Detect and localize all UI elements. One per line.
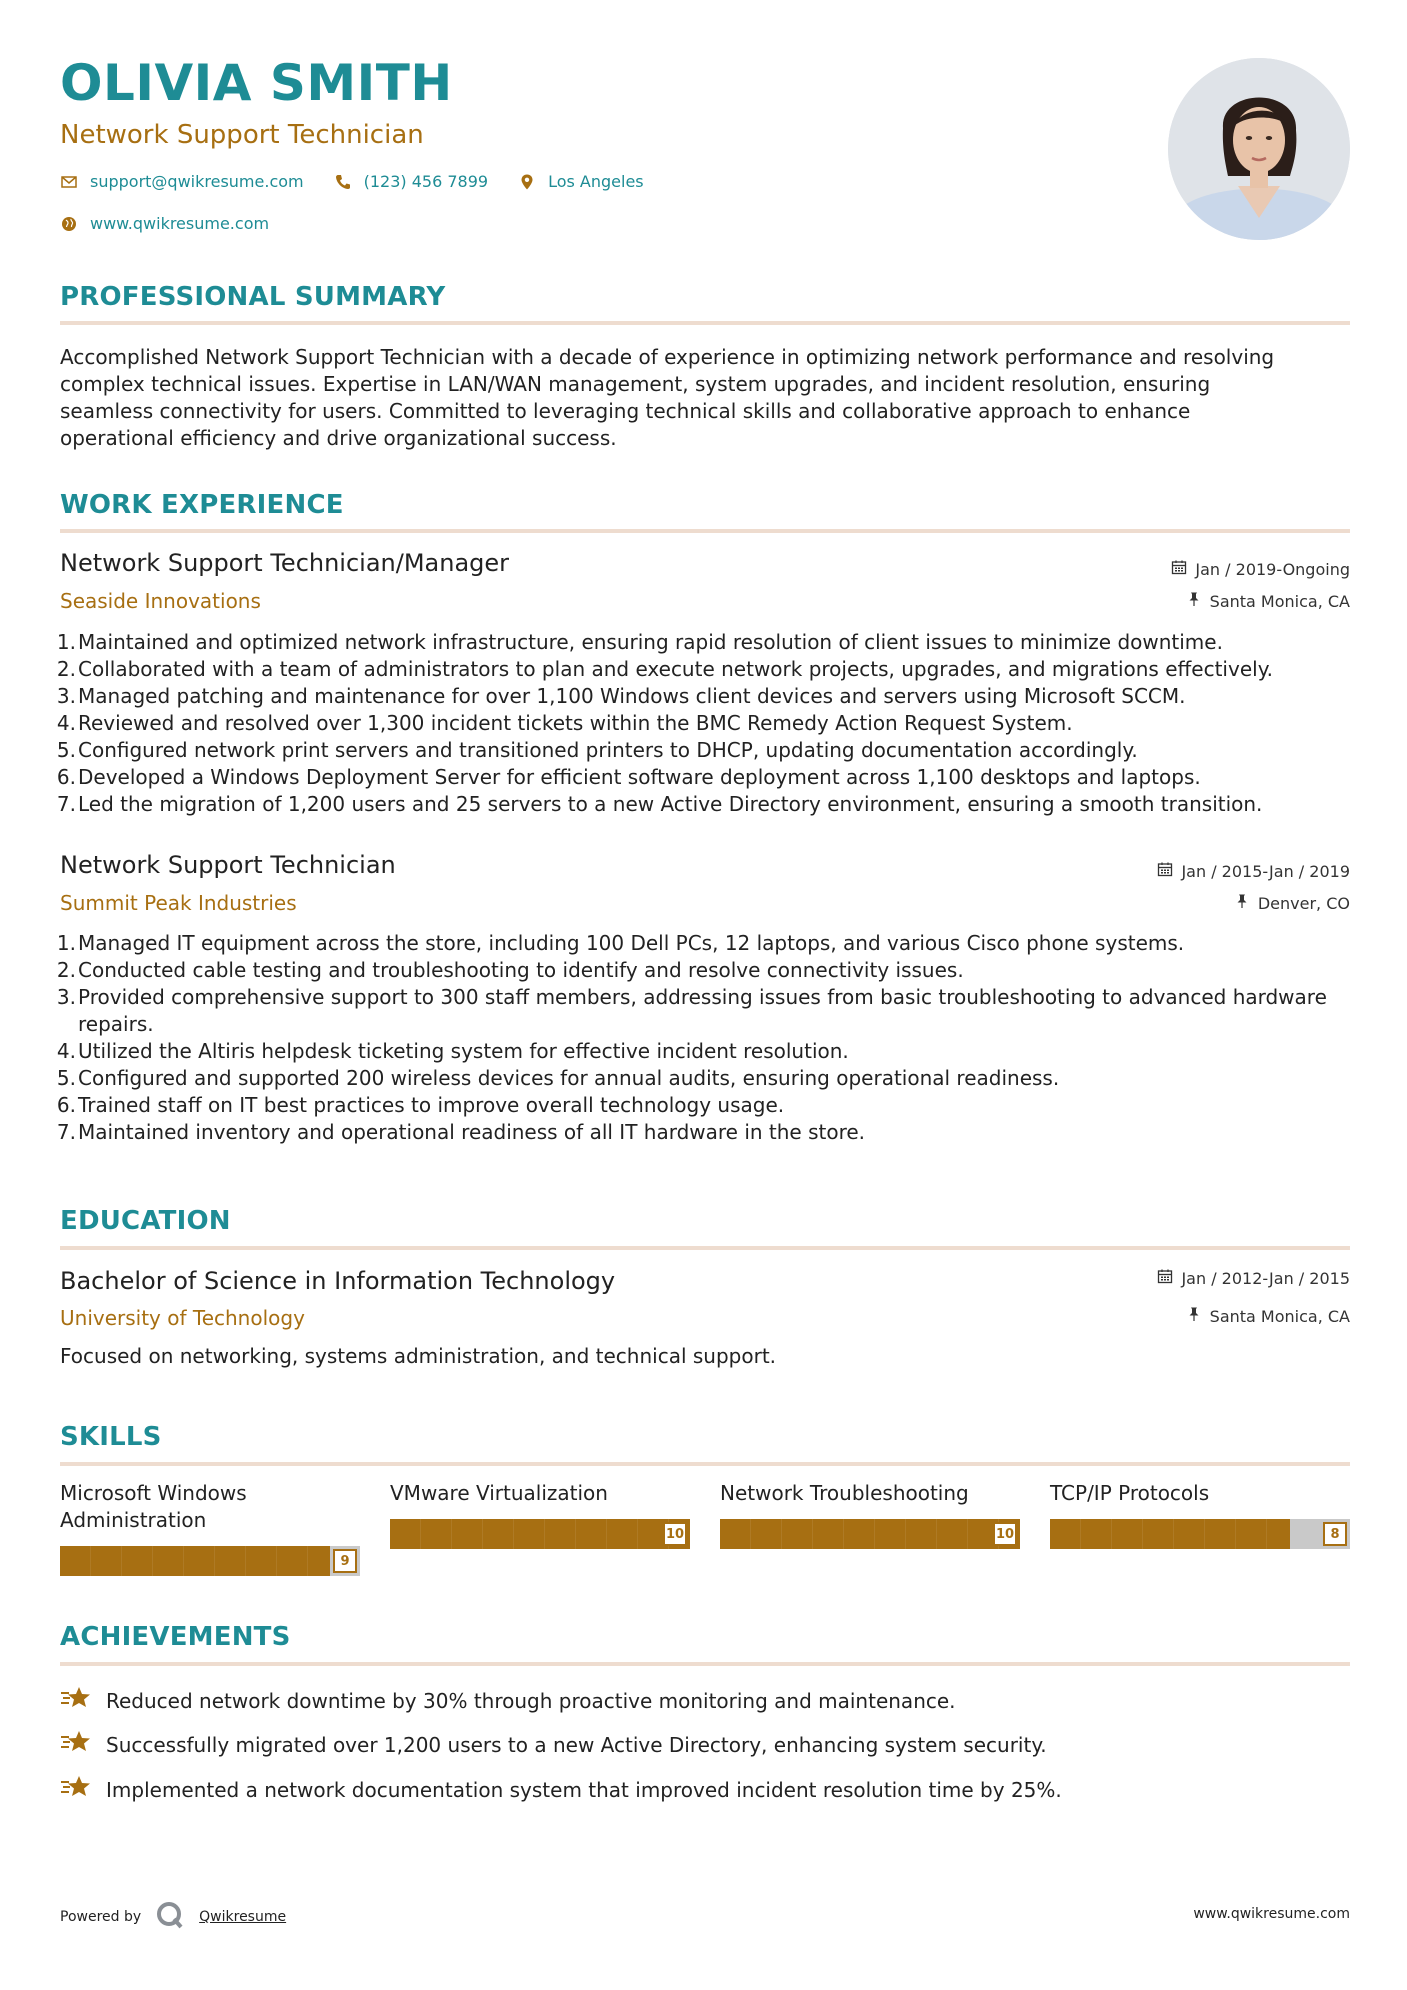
education-location [1186, 1306, 1350, 1326]
achievement-item [60, 1684, 956, 1717]
star-icon [60, 1684, 92, 1717]
job-dates [1157, 861, 1350, 881]
list-item: 5. Configured network print servers and transitioned printers to DHCP, updating documentation accordingly. [56, 738, 1138, 762]
skill-bar [1050, 1519, 1350, 1549]
skill-score: 10 [663, 1522, 687, 1546]
education-dates-text: Jan / 2012-Jan / 2015 [1181, 1268, 1350, 1288]
education-school: University of Technology [60, 1306, 305, 1330]
candidate-name: OLIVIA SMITH [60, 54, 453, 112]
list-item: 2. Collaborated with a team of administrators to plan and execute network projects, upgrades, and migrations effectively. [56, 657, 1274, 681]
website-link[interactable]: www.qwikresume.com [90, 214, 270, 233]
powered-by-label: Powered by [60, 1909, 142, 1925]
list-item: 4. Reviewed and resolved over 1,300 incident tickets within the BMC Remedy Action Request System. [56, 711, 1073, 735]
skill-name: VMware Virtualization [390, 1481, 608, 1505]
skill-score: 8 [1323, 1522, 1347, 1546]
section-divider [60, 1246, 1350, 1250]
job-title: Network Support Technician/Manager [60, 549, 510, 577]
summary-line: operational efficiency and drive organizational success. [60, 426, 617, 450]
section-divider [60, 1462, 1350, 1466]
skill-bar-fill [390, 1519, 690, 1549]
skills-list [60, 1480, 1350, 1576]
job-title: Network Support Technician [60, 851, 396, 879]
job-location [1234, 893, 1350, 913]
job-company: Seaside Innovations [60, 589, 261, 613]
job-location [1186, 591, 1350, 611]
skill-score: 9 [333, 1549, 357, 1573]
skill-name: Network Troubleshooting [720, 1481, 969, 1505]
globe-icon [60, 215, 78, 233]
list-item: 6. Developed a Windows Deployment Server for efficient software deployment across 1,100 desktops and laptops. [56, 765, 1201, 789]
list-item: 6. Trained staff on IT best practices to improve overall technology usage. [56, 1093, 785, 1117]
achievement-text: Successfully migrated over 1,200 users to a new Active Directory, enhancing system security. [106, 1732, 1047, 1757]
phone-text: (123) 456 7899 [363, 172, 489, 191]
phone-icon [334, 173, 352, 191]
qwikresume-logo-icon [155, 1900, 185, 1934]
skill-item [390, 1480, 690, 1576]
education-degree: Bachelor of Science in Information Technology [60, 1267, 616, 1295]
website-row [60, 214, 287, 233]
section-divider [60, 1662, 1350, 1666]
section-divider [60, 529, 1350, 533]
job-dates-text: Jan / 2015-Jan / 2019 [1181, 861, 1350, 881]
email-link[interactable]: support@qwikresume.com [90, 172, 304, 191]
list-item: 3. Provided comprehensive support to 300 staff members, addressing issues from basic troubleshooting to advanced hardware repairs. [56, 985, 1327, 1036]
education-dates [1157, 1268, 1350, 1288]
list-item: 5. Configured and supported 200 wireless devices for annual audits, ensuring operational readiness. [56, 1066, 1060, 1090]
star-icon [60, 1773, 92, 1806]
job-location-text: Denver, CO [1257, 893, 1350, 913]
job-bullet-list [56, 629, 1350, 818]
skill-item [60, 1480, 360, 1576]
footer-site-link[interactable]: www.qwikresume.com [1193, 1906, 1350, 1922]
skill-bar-fill [720, 1519, 1020, 1549]
location-text: Los Angeles [548, 172, 644, 191]
skill-name: Microsoft Windows Administration [60, 1481, 247, 1532]
pushpin-icon [1186, 1306, 1202, 1326]
skill-bar-fill [1050, 1519, 1290, 1549]
calendar-icon [1171, 559, 1187, 579]
contact-row [60, 172, 662, 191]
list-item: 4. Utilized the Altiris helpdesk ticketing system for effective incident resolution. [56, 1039, 849, 1063]
section-divider [60, 321, 1350, 325]
section-title-experience: WORK EXPERIENCE [60, 490, 344, 520]
footer-powered-by [60, 1900, 286, 1934]
summary-text [60, 344, 1350, 452]
pushpin-icon [1234, 893, 1250, 913]
job-dates [1171, 559, 1350, 579]
list-item: 3. Managed patching and maintenance for over 1,100 Windows client devices and servers using Microsoft SCCM. [56, 684, 1186, 708]
candidate-role: Network Support Technician [60, 120, 424, 150]
education-location-text: Santa Monica, CA [1209, 1306, 1350, 1326]
summary-line: complex technical issues. Expertise in LAN/WAN management, system upgrades, and incident resolution, ensuring [60, 372, 1211, 396]
section-title-summary: PROFESSIONAL SUMMARY [60, 282, 446, 312]
education-description: Focused on networking, systems administration, and technical support. [60, 1344, 777, 1368]
achievement-item [60, 1773, 1062, 1806]
calendar-icon [1157, 1268, 1173, 1288]
job-dates-text: Jan / 2019-Ongoing [1195, 559, 1350, 579]
skill-bar [720, 1519, 1020, 1549]
summary-line: seamless connectivity for users. Committed to leveraging technical skills and collaborative approach to enhance [60, 399, 1191, 423]
section-title-skills: SKILLS [60, 1422, 162, 1452]
achievement-text: Implemented a network documentation system that improved incident resolution time by 25%. [106, 1777, 1062, 1802]
skill-bar-fill [60, 1546, 330, 1576]
skill-item [720, 1480, 1020, 1576]
job-location-text: Santa Monica, CA [1209, 591, 1350, 611]
skill-score: 10 [993, 1522, 1017, 1546]
skill-bar [60, 1546, 360, 1576]
profile-photo [1168, 58, 1350, 240]
skill-name: TCP/IP Protocols [1050, 1481, 1210, 1505]
section-title-education: EDUCATION [60, 1206, 231, 1236]
list-item: 2. Conducted cable testing and troubleshooting to identify and resolve connectivity issues. [56, 958, 964, 982]
qwikresume-link[interactable]: Qwikresume [199, 1909, 287, 1925]
pushpin-icon [1186, 591, 1202, 611]
job-company: Summit Peak Industries [60, 891, 297, 915]
list-item: 1. Maintained and optimized network infrastructure, ensuring rapid resolution of client issues to minimize downtime. [56, 630, 1223, 654]
summary-line: Accomplished Network Support Technician with a decade of experience in optimizing network performance and resolving [60, 345, 1275, 369]
envelope-icon [60, 173, 78, 191]
job-bullet-list [56, 930, 1350, 1146]
skill-bar [390, 1519, 690, 1549]
achievement-item [60, 1728, 1047, 1761]
star-icon [60, 1728, 92, 1761]
section-title-achievements: ACHIEVEMENTS [60, 1622, 291, 1652]
list-item: 1. Managed IT equipment across the store, including 100 Dell PCs, 12 laptops, and various Cisco phone systems. [56, 931, 1185, 955]
map-pin-icon [518, 173, 536, 191]
list-item: 7. Led the migration of 1,200 users and 25 servers to a new Active Directory environment, ensuring a smooth transition. [56, 792, 1263, 816]
list-item: 7. Maintained inventory and operational readiness of all IT hardware in the store. [56, 1120, 866, 1144]
calendar-icon [1157, 861, 1173, 881]
achievement-text: Reduced network downtime by 30% through proactive monitoring and maintenance. [106, 1688, 956, 1713]
skill-item [1050, 1480, 1350, 1576]
